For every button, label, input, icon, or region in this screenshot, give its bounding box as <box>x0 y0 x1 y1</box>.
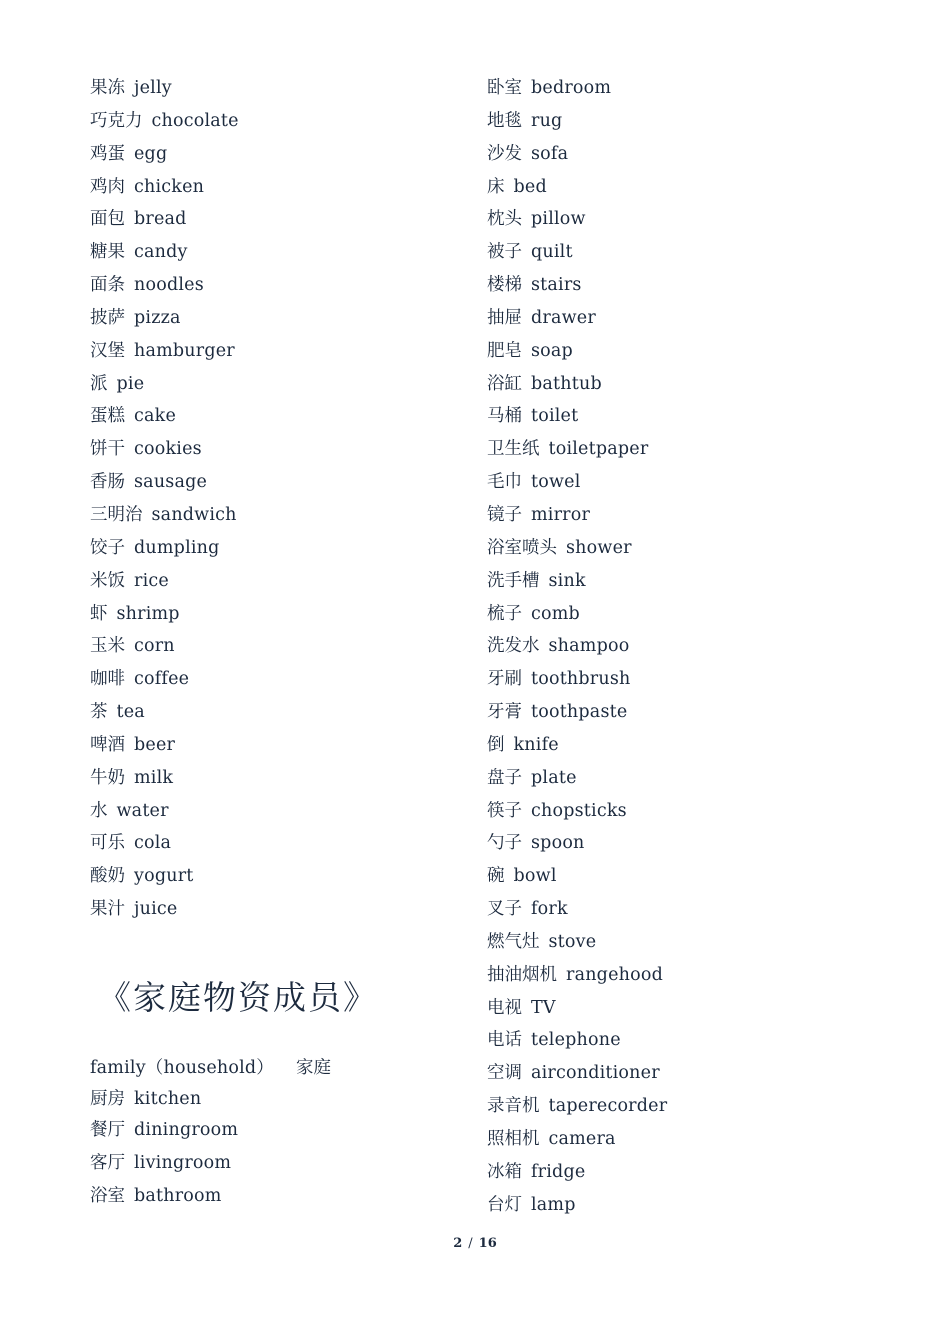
vocab-chinese: 电话 <box>487 1030 522 1051</box>
vocab-english: corn <box>134 636 175 657</box>
vocab-row <box>90 108 450 141</box>
vocab-english: sausage <box>134 472 208 493</box>
vocab-row <box>90 1117 450 1150</box>
vocab-row <box>90 633 450 666</box>
section-heading: 《家庭物资成员》 <box>98 978 378 1017</box>
vocab-row <box>487 403 867 436</box>
vocab-row <box>90 436 450 469</box>
vocab-english: yogurt <box>134 866 194 887</box>
vocab-row <box>90 75 450 108</box>
vocab-english: coffee <box>134 669 190 690</box>
vocab-chinese: 倒 <box>487 734 505 755</box>
page-separator: / <box>468 1236 473 1251</box>
vocab-chinese: 面包 <box>90 209 125 230</box>
vocab-chinese: 卧室 <box>487 78 522 98</box>
vocab-english: cola <box>134 833 172 854</box>
vocab-chinese: 米饭 <box>90 570 125 591</box>
vocab-english: bowl <box>513 866 557 887</box>
vocab-chinese: 抽屉 <box>487 307 522 328</box>
vocab-row <box>90 502 450 535</box>
vocab-chinese: 三明治 <box>90 504 143 525</box>
vocab-english: toothbrush <box>531 669 631 690</box>
vocab-row <box>90 206 450 239</box>
vocab-english: noodles <box>134 275 204 296</box>
vocab-chinese: 牙刷 <box>487 669 522 690</box>
vocab-english: telephone <box>531 1030 621 1051</box>
vocab-row <box>487 1159 867 1192</box>
vocab-chinese: 楼梯 <box>487 275 522 296</box>
vocab-chinese: 地毯 <box>487 110 522 131</box>
vocab-english: chopsticks <box>531 800 627 821</box>
vocab-english: shrimp <box>116 603 180 624</box>
vocab-row <box>487 305 867 338</box>
vocab-row <box>487 830 867 863</box>
vocab-chinese: 床 <box>487 176 505 197</box>
vocab-row <box>487 469 867 502</box>
vocab-chinese: 燃气灶 <box>487 931 540 952</box>
vocab-english: cookies <box>134 439 202 460</box>
vocab-row <box>487 1093 867 1126</box>
vocab-chinese: 肥皂 <box>487 340 522 361</box>
family-line-english: family（household） <box>90 1058 275 1078</box>
vocab-chinese: 马桶 <box>487 406 522 427</box>
vocab-english: beer <box>134 734 176 755</box>
vocab-english: shampoo <box>548 636 630 657</box>
vocab-chinese: 浴缸 <box>487 373 522 394</box>
vocab-english: spoon <box>531 833 585 854</box>
vocab-row <box>90 896 450 929</box>
vocab-english: livingroom <box>134 1152 232 1173</box>
vocab-chinese: 果汁 <box>90 899 125 920</box>
vocab-english: jelly <box>134 78 172 98</box>
vocab-chinese: 糖果 <box>90 242 125 263</box>
vocab-english: fork <box>531 899 568 920</box>
vocab-row <box>487 863 867 896</box>
vocab-row <box>487 1027 867 1060</box>
family-vocab-list <box>90 1055 450 1216</box>
vocab-chinese: 汉堡 <box>90 340 125 361</box>
vocab-row <box>487 108 867 141</box>
vocab-chinese: 毛巾 <box>487 472 522 493</box>
vocab-english: pie <box>116 373 145 394</box>
vocab-row <box>90 338 450 371</box>
vocab-row <box>90 469 450 502</box>
vocab-english: toilet <box>531 406 579 427</box>
vocab-row <box>90 699 450 732</box>
vocab-english: fridge <box>531 1161 586 1182</box>
vocab-row <box>487 732 867 765</box>
vocab-row <box>90 765 450 798</box>
vocab-row <box>90 371 450 404</box>
vocab-row <box>487 436 867 469</box>
vocab-chinese: 电视 <box>487 997 522 1018</box>
vocab-chinese: 被子 <box>487 242 522 263</box>
vocab-english: toiletpaper <box>548 439 649 460</box>
vocab-chinese: 抽油烟机 <box>487 964 557 985</box>
vocab-english: bread <box>134 209 187 230</box>
vocab-row <box>487 962 867 995</box>
vocab-english: lamp <box>531 1194 576 1215</box>
vocab-row <box>90 568 450 601</box>
vocab-english: comb <box>531 603 580 624</box>
vocab-chinese: 洗手槽 <box>487 570 540 591</box>
vocab-row <box>90 403 450 436</box>
vocab-english: milk <box>134 767 174 788</box>
vocab-english: bed <box>513 176 547 197</box>
vocab-chinese: 沙发 <box>487 143 522 164</box>
vocab-chinese: 玉米 <box>90 636 125 657</box>
vocab-chinese: 酸奶 <box>90 866 125 887</box>
vocab-row <box>487 896 867 929</box>
family-line <box>90 1055 450 1086</box>
family-line-chinese: 家庭 <box>296 1058 332 1078</box>
vocab-row <box>90 239 450 272</box>
page-total: 16 <box>478 1236 497 1251</box>
vocab-english: rice <box>134 570 169 591</box>
vocab-chinese: 照相机 <box>487 1129 540 1149</box>
vocab-chinese: 勺子 <box>487 833 522 854</box>
vocab-english: diningroom <box>134 1120 239 1140</box>
vocab-english: sink <box>548 570 586 591</box>
vocab-english: TV <box>531 997 556 1018</box>
vocab-row <box>487 239 867 272</box>
vocab-chinese: 茶 <box>90 702 108 723</box>
vocab-row <box>90 863 450 896</box>
vocab-row <box>487 141 867 174</box>
vocab-row <box>487 568 867 601</box>
vocab-chinese: 蛋糕 <box>90 406 125 427</box>
vocab-chinese: 餐厅 <box>90 1120 125 1140</box>
vocab-english: hamburger <box>134 340 235 361</box>
page-number <box>0 1236 950 1251</box>
vocab-chinese: 可乐 <box>90 833 125 854</box>
vocab-row <box>90 272 450 305</box>
vocab-chinese: 梳子 <box>487 603 522 624</box>
vocab-chinese: 饼干 <box>90 439 125 460</box>
vocab-row <box>487 666 867 699</box>
vocab-chinese: 枕头 <box>487 209 522 230</box>
vocab-english: juice <box>134 899 178 920</box>
vocab-row <box>90 830 450 863</box>
vocab-english: egg <box>134 143 168 164</box>
vocab-row <box>487 535 867 568</box>
vocab-english: rug <box>531 110 563 131</box>
left-vocab-list <box>90 75 450 929</box>
vocab-english: shower <box>566 537 632 558</box>
vocab-english: rangehood <box>566 964 663 985</box>
vocab-english: chocolate <box>151 110 239 131</box>
vocab-chinese: 浴室喷头 <box>487 537 557 558</box>
vocab-chinese: 厨房 <box>90 1089 125 1109</box>
vocab-chinese: 果冻 <box>90 78 125 98</box>
vocab-row <box>487 174 867 207</box>
vocab-chinese: 咖啡 <box>90 669 125 690</box>
vocab-row <box>90 1150 450 1183</box>
vocab-english: bathroom <box>134 1185 222 1206</box>
vocab-english: pizza <box>134 307 181 328</box>
vocab-chinese: 啤酒 <box>90 734 125 755</box>
vocab-chinese: 卫生纸 <box>487 439 540 460</box>
vocab-english: sofa <box>531 143 569 164</box>
vocab-row <box>90 174 450 207</box>
vocab-english: stairs <box>531 275 582 296</box>
vocab-english: camera <box>548 1129 616 1149</box>
vocab-english: tea <box>116 702 145 723</box>
vocab-chinese: 浴室 <box>90 1185 125 1206</box>
vocab-chinese: 香肠 <box>90 472 125 493</box>
vocab-row <box>487 1060 867 1093</box>
vocab-english: sandwich <box>151 504 237 525</box>
vocab-english: quilt <box>531 242 573 263</box>
vocab-chinese: 牙膏 <box>487 702 522 723</box>
vocab-row <box>90 141 450 174</box>
vocab-english: stove <box>548 931 597 952</box>
vocab-row <box>90 305 450 338</box>
vocab-chinese: 空调 <box>487 1063 522 1084</box>
vocab-chinese: 冰箱 <box>487 1161 522 1182</box>
vocab-row <box>487 1192 867 1225</box>
vocab-chinese: 录音机 <box>487 1096 540 1117</box>
vocab-chinese: 洗发水 <box>487 636 540 657</box>
vocab-english: kitchen <box>134 1089 202 1109</box>
vocab-chinese: 鸡蛋 <box>90 143 125 164</box>
vocab-english: bathtub <box>531 373 602 394</box>
vocab-row <box>90 535 450 568</box>
vocab-row <box>487 798 867 831</box>
vocab-row <box>90 798 450 831</box>
vocab-chinese: 巧克力 <box>90 110 143 131</box>
vocab-row <box>90 666 450 699</box>
vocab-row <box>487 929 867 962</box>
vocab-chinese: 牛奶 <box>90 767 125 788</box>
vocab-chinese: 饺子 <box>90 537 125 558</box>
vocab-row <box>487 502 867 535</box>
vocab-chinese: 碗 <box>487 866 505 887</box>
vocab-chinese: 叉子 <box>487 899 522 920</box>
vocab-english: mirror <box>531 504 591 525</box>
vocab-row <box>487 765 867 798</box>
vocab-english: chicken <box>134 176 205 197</box>
vocab-english: pillow <box>531 209 586 230</box>
vocab-english: drawer <box>531 307 596 328</box>
vocab-english: cake <box>134 406 176 427</box>
vocab-row <box>90 1086 450 1117</box>
right-vocab-list <box>487 75 867 1225</box>
vocab-row <box>90 732 450 765</box>
vocab-row <box>487 1126 867 1159</box>
vocab-english: bedroom <box>531 78 612 98</box>
vocab-chinese: 台灯 <box>487 1194 522 1215</box>
vocab-english: dumpling <box>134 537 220 558</box>
vocab-chinese: 镜子 <box>487 504 522 525</box>
vocab-english: water <box>116 800 169 821</box>
vocab-row <box>487 206 867 239</box>
vocab-english: plate <box>531 767 577 788</box>
vocab-english: knife <box>513 734 559 755</box>
page-current: 2 <box>453 1236 463 1251</box>
vocab-english: candy <box>134 242 188 263</box>
vocab-chinese: 披萨 <box>90 307 125 328</box>
vocab-row <box>487 371 867 404</box>
vocab-chinese: 派 <box>90 373 108 394</box>
vocab-row <box>90 601 450 634</box>
vocab-chinese: 客厅 <box>90 1152 125 1173</box>
vocab-row <box>487 272 867 305</box>
vocab-chinese: 鸡肉 <box>90 176 125 197</box>
vocab-row <box>90 1183 450 1216</box>
vocab-english: soap <box>531 340 573 361</box>
vocab-row <box>487 699 867 732</box>
vocab-chinese: 盘子 <box>487 767 522 788</box>
vocab-english: towel <box>531 472 581 493</box>
vocab-english: toothpaste <box>531 702 628 723</box>
vocab-row <box>487 995 867 1028</box>
vocab-row <box>487 601 867 634</box>
vocab-chinese: 虾 <box>90 603 108 624</box>
vocab-chinese: 水 <box>90 800 108 821</box>
vocab-row <box>487 338 867 371</box>
vocab-row <box>487 633 867 666</box>
vocab-chinese: 面条 <box>90 275 125 296</box>
vocab-row <box>487 75 867 108</box>
vocab-chinese: 筷子 <box>487 800 522 821</box>
vocab-english: airconditioner <box>531 1063 660 1084</box>
vocab-english: taperecorder <box>548 1096 668 1117</box>
